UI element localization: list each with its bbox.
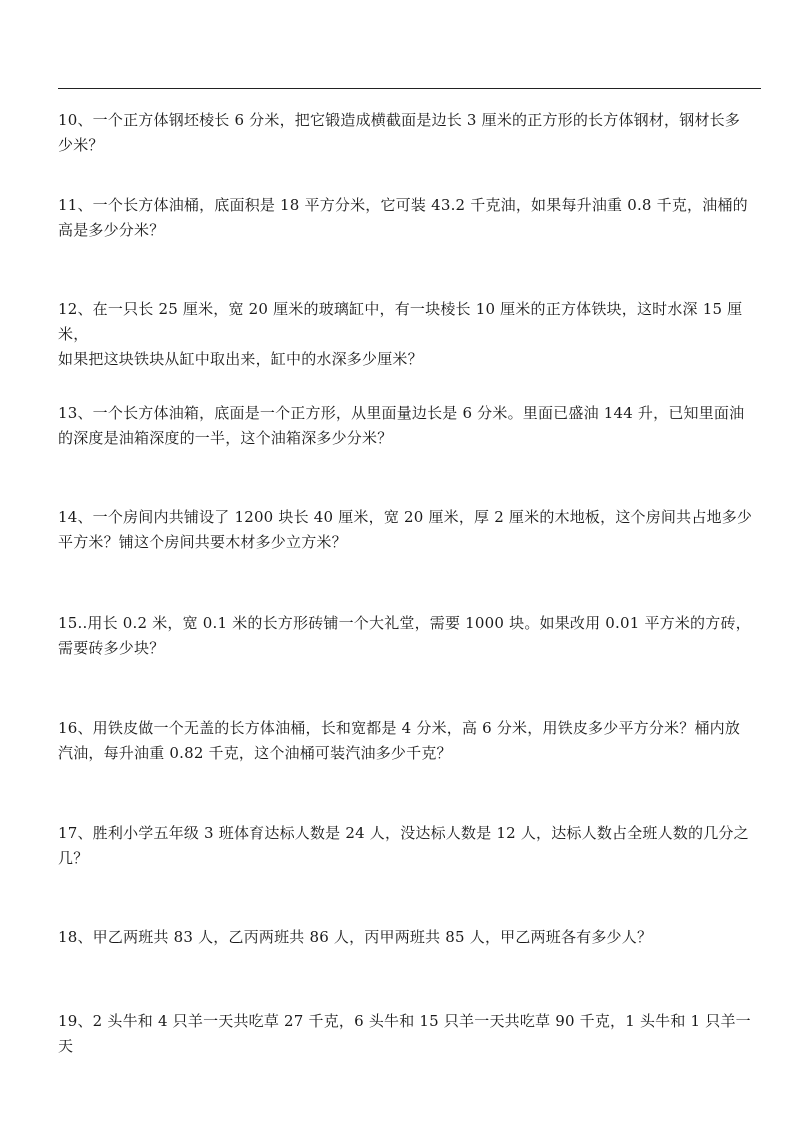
question-line: 高是多少分米？ xyxy=(58,221,165,239)
question-line: 需要砖多少块？ xyxy=(58,639,165,657)
question-line: 平方米？铺这个房间共要木材多少立方米？ xyxy=(58,533,347,551)
question-line: 13、一个长方体油箱，底面是一个正方形，从里面量边长是 6 分米。里面已盛油 144 升，已知里面油 xyxy=(58,404,745,422)
question-16 xyxy=(58,716,764,766)
question-14 xyxy=(58,505,764,555)
question-line: 17、胜利小学五年级 3 班体育达标人数是 24 人，没达标人数是 12 人，达标人数占全班人数的几分之 xyxy=(58,824,749,842)
question-line: 18、甲乙两班共 83 人，乙丙两班共 86 人，丙甲两班共 85 人，甲乙两班各有多少人？ xyxy=(58,928,653,946)
question-line: 几？ xyxy=(58,849,89,867)
question-line: 的深度是油箱深度的一半，这个油箱深多少分米？ xyxy=(58,429,393,447)
question-line: 19、2 头牛和 4 只羊一天共吃草 27 千克，6 头牛和 15 只羊一天共吃草 90 千克，1 头牛和 1 只羊一天 xyxy=(58,1012,751,1055)
question-13 xyxy=(58,401,764,451)
question-line: 10、一个正方体钢坯棱长 6 分米，把它锻造成横截面是边长 3 厘米的正方形的长方体钢材，钢材长多 xyxy=(58,111,741,129)
question-line: 14、一个房间内共铺设了 1200 块长 40 厘米，宽 20 厘米，厚 2 厘米的木地板，这个房间共占地多少 xyxy=(58,508,753,526)
question-line: 15..用长 0.2 米，宽 0.1 米的长方形砖铺一个大礼堂，需要 1000 块。如果改用 0.01 平方米的方砖， xyxy=(58,614,751,632)
question-line: 16、用铁皮做一个无盖的长方体油桶，长和宽都是 4 分米，高 6 分米，用铁皮多少平方分米？桶内放 xyxy=(58,719,741,737)
question-10 xyxy=(58,108,764,158)
question-12 xyxy=(58,297,764,372)
question-15 xyxy=(58,611,764,661)
question-line: 汽油，每升油重 0.82 千克，这个油桶可装汽油多少千克？ xyxy=(58,744,452,762)
question-line: 11、一个长方体油桶，底面积是 18 平方分米，它可装 43.2 千克油，如果每升油重 0.8 千克，油桶的 xyxy=(58,196,748,214)
question-19 xyxy=(58,1009,764,1059)
question-18 xyxy=(58,925,764,950)
question-line: 12、在一只长 25 厘米，宽 20 厘米的玻璃缸中，有一块棱长 10 厘米的正方体铁块，这时水深 15 厘米， xyxy=(58,300,743,343)
header-rule xyxy=(58,88,761,89)
question-line: 少米？ xyxy=(58,136,104,154)
question-11 xyxy=(58,193,764,243)
question-line: 如果把这块铁块从缸中取出来，缸中的水深多少厘米？ xyxy=(58,350,423,368)
question-17 xyxy=(58,821,764,871)
